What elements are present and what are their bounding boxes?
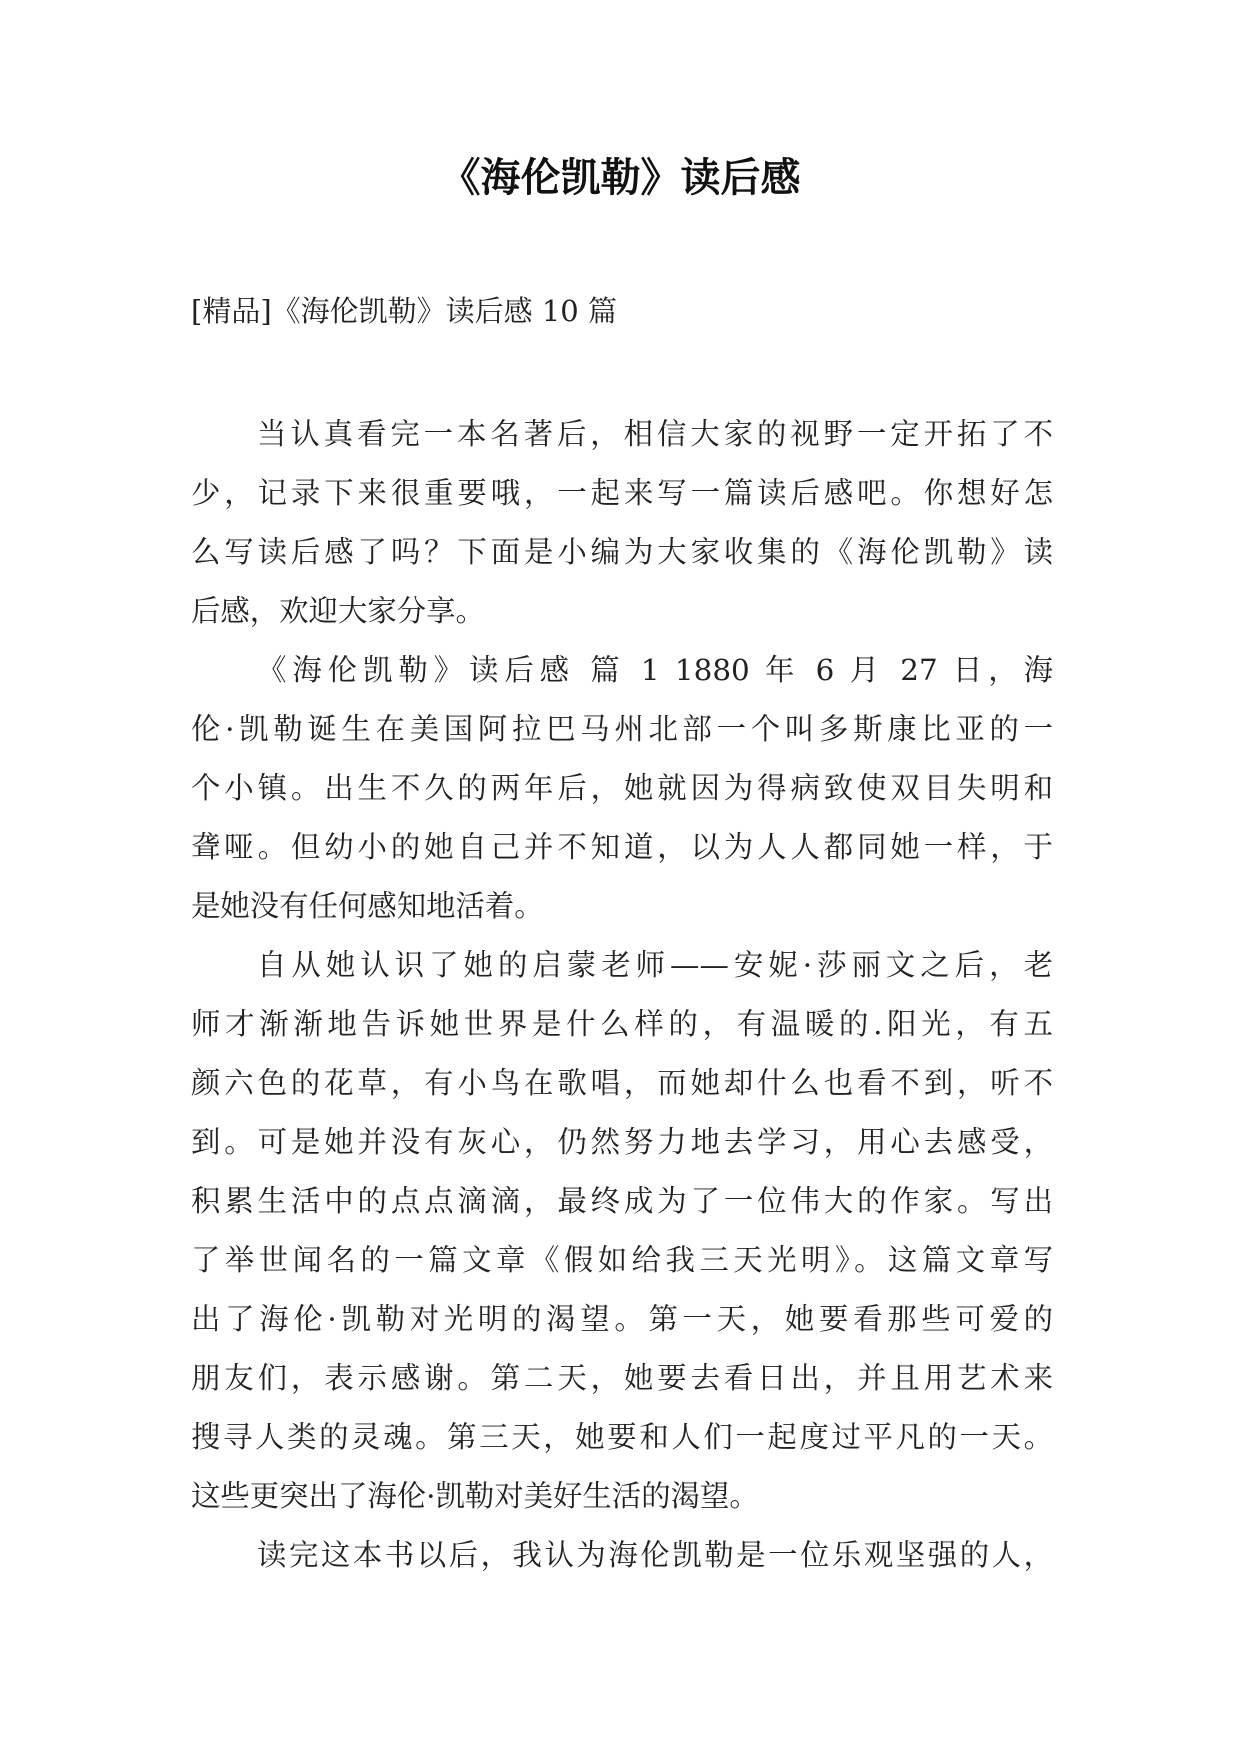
body-line: 么写读后感了吗？下面是小编为大家收集的《海伦凯勒》读 [191, 535, 1053, 569]
body-line: 读完这本书以后，我认为海伦凯勒是一位乐观坚强的人， [257, 1538, 1053, 1572]
body-line: 少，记录下来很重要哦，一起来写一篇读后感吧。你想好怎 [191, 476, 1053, 510]
document-body [191, 405, 1053, 1585]
body-line: 搜寻人类的灵魂。第三天，她要和人们一起度过平凡的一天。 [191, 1420, 1053, 1454]
body-line: 出了海伦·凯勒对光明的渴望。第一天，她要看那些可爱的 [191, 1302, 1053, 1336]
body-line: 了举世闻名的一篇文章《假如给我三天光明》。这篇文章写 [191, 1243, 1053, 1277]
body-line: 当认真看完一本名著后，相信大家的视野一定开拓了不 [257, 417, 1053, 451]
body-line: 积累生活中的点点滴滴，最终成为了一位伟大的作家。写出 [191, 1184, 1053, 1218]
body-line: 这些更突出了海伦·凯勒对美好生活的渴望。 [191, 1479, 759, 1513]
body-line: 个小镇。出生不久的两年后，她就因为得病致使双目失明和 [191, 771, 1053, 805]
body-line: 聋哑。但幼小的她自己并不知道，以为人人都同她一样，于 [191, 830, 1053, 864]
body-line: 朋友们，表示感谢。第二天，她要去看日出，并且用艺术来 [191, 1361, 1053, 1395]
body-line: 颜六色的花草，有小鸟在歌唱，而她却什么也看不到，听不 [191, 1066, 1053, 1100]
body-line: 是她没有任何感知地活着。 [191, 889, 544, 923]
document-subtitle: [精品]《海伦凯勒》读后感 10 篇 [191, 294, 617, 328]
body-line: 伦·凯勒诞生在美国阿拉巴马州北部一个叫多斯康比亚的一 [191, 712, 1053, 746]
document-title: 《海伦凯勒》读后感 [440, 154, 801, 201]
body-line: 师才渐渐地告诉她世界是什么样的，有温暖的.阳光，有五 [191, 1007, 1053, 1041]
body-line: 后感，欢迎大家分享。 [191, 594, 485, 628]
body-line: 到。可是她并没有灰心，仍然努力地去学习，用心去感受， [191, 1125, 1053, 1159]
body-line: 自从她认识了她的启蒙老师——安妮·莎丽文之后，老 [257, 948, 1053, 982]
body-line: 《海伦凯勒》读后感 篇 1 1880 年 6 月 27 日，海 [257, 653, 1053, 687]
